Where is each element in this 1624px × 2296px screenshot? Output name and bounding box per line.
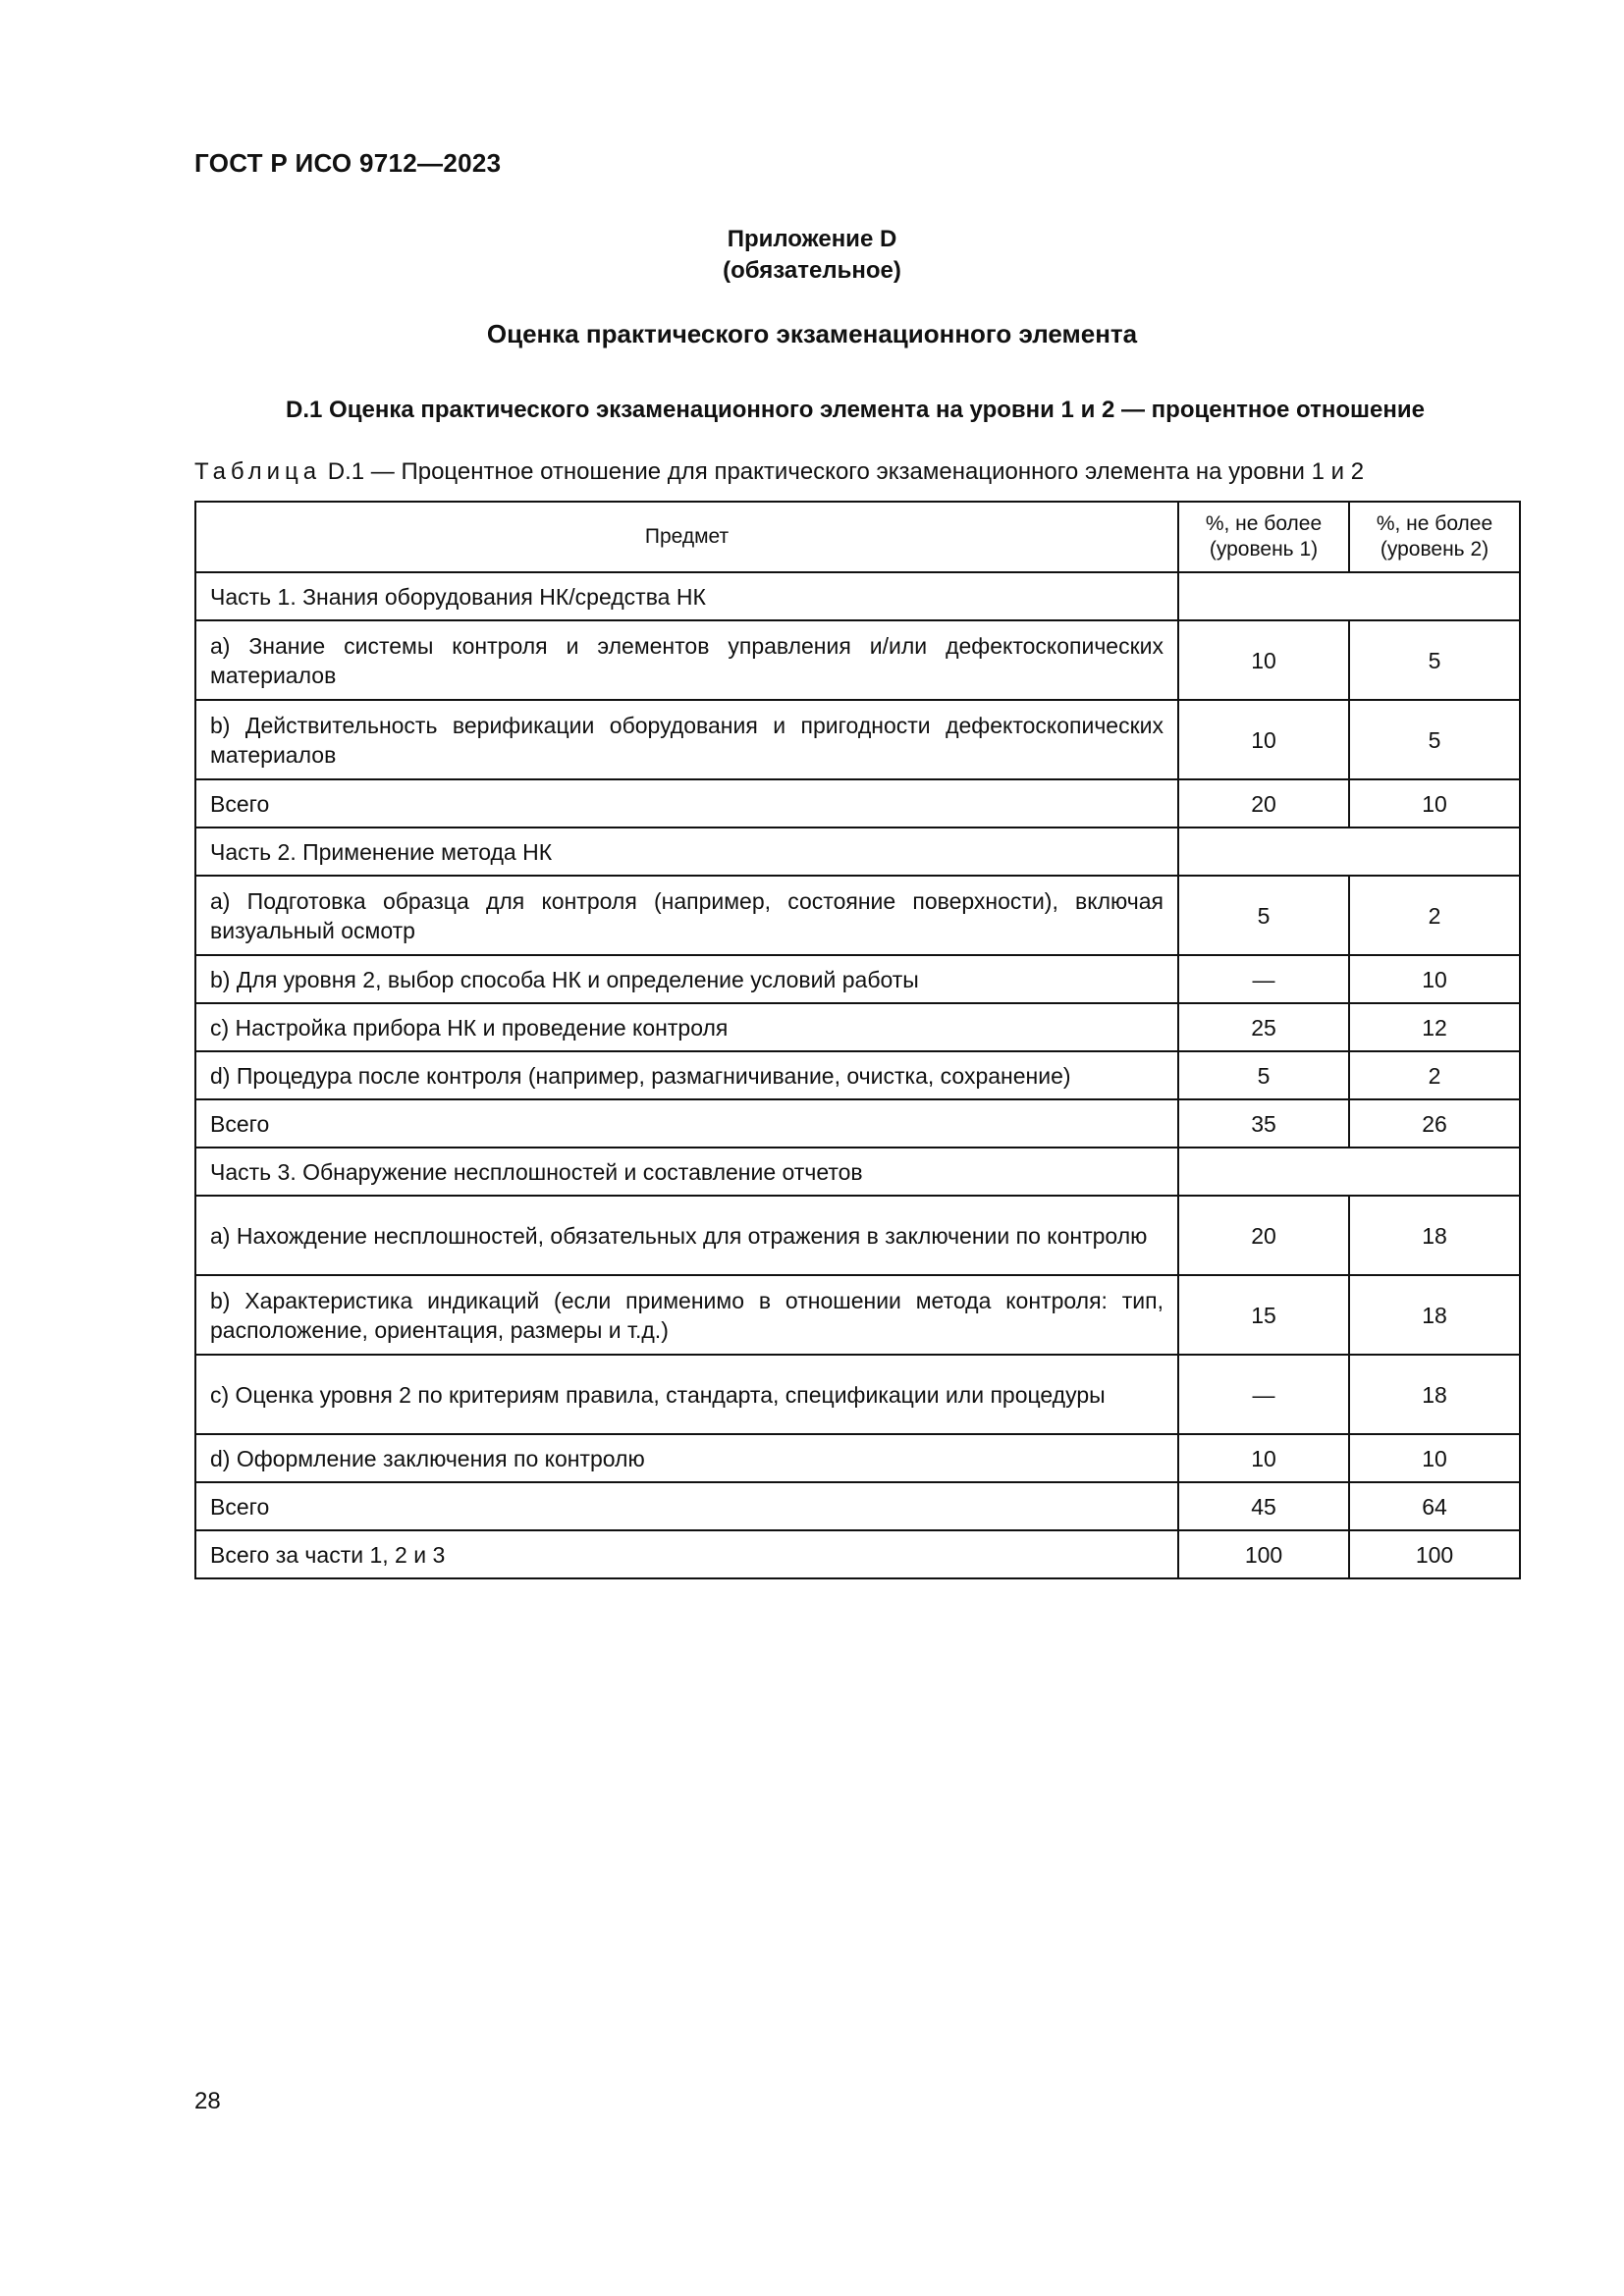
table-row-total	[195, 779, 1520, 828]
row-level2-value: 18	[1349, 1275, 1520, 1355]
table-row	[195, 955, 1520, 1003]
row-level2-value: 18	[1349, 1355, 1520, 1434]
row-subject: b) Характеристика индикаций (если применимо в отношении метода контроля: тип, расположение, ориентация, размеры и т.д.)	[195, 1275, 1178, 1355]
page-number: 28	[194, 2088, 221, 2114]
table-row	[195, 1051, 1520, 1099]
row-level2-value: 2	[1349, 876, 1520, 955]
document-code: ГОСТ Р ИСО 9712—2023	[194, 148, 502, 178]
table-row	[195, 1355, 1520, 1434]
row-subject: Часть 3. Обнаружение несплошностей и составление отчетов	[195, 1148, 1178, 1196]
row-subject: d) Оформление заключения по контролю	[195, 1434, 1178, 1482]
row-level1-value: 10	[1178, 1434, 1349, 1482]
row-level1-value: 10	[1178, 620, 1349, 700]
row-level1-value: 5	[1178, 876, 1349, 955]
table-row	[195, 876, 1520, 955]
row-subject: Часть 2. Применение метода НК	[195, 828, 1178, 876]
row-level2-value: 10	[1349, 779, 1520, 828]
table-caption-label: Таблица	[194, 458, 322, 485]
header-subject: Предмет	[195, 502, 1178, 572]
annex-title: Приложение D	[727, 226, 897, 252]
table-caption-text: D.1 — Процентное отношение для практического экзаменационного элемента на уровни 1 и 2	[327, 458, 1365, 485]
row-empty-values	[1178, 1148, 1520, 1196]
row-subject: Всего	[195, 1482, 1178, 1530]
percentage-table	[194, 501, 1521, 1579]
row-subject: а) Знание системы контроля и элементов управления и/или дефектоскопических материалов	[195, 620, 1178, 700]
row-level1-value: 15	[1178, 1275, 1349, 1355]
row-level2-value: 18	[1349, 1196, 1520, 1275]
row-level1-value: —	[1178, 1355, 1349, 1434]
subsection-title: D.1 Оценка практического экзаменационного элемента на уровни 1 и 2 — процентное отношение	[286, 397, 1425, 423]
row-subject: Часть 1. Знания оборудования НК/средства НК	[195, 572, 1178, 620]
table-header-row	[195, 502, 1520, 572]
table-row-total	[195, 1099, 1520, 1148]
table-row-total	[195, 1482, 1520, 1530]
row-level2-value: 10	[1349, 955, 1520, 1003]
row-subject: b) Действительность верификации оборудования и пригодности дефектоскопических материалов	[195, 700, 1178, 779]
row-level2-value: 26	[1349, 1099, 1520, 1148]
row-level1-value: 10	[1178, 700, 1349, 779]
row-subject: Всего за части 1, 2 и 3	[195, 1530, 1178, 1578]
row-subject: c) Оценка уровня 2 по критериям правила, стандарта, спецификации или процедуры	[195, 1355, 1178, 1434]
table-row-part	[195, 828, 1520, 876]
row-empty-values	[1178, 572, 1520, 620]
row-level2-value: 12	[1349, 1003, 1520, 1051]
row-subject: Всего	[195, 779, 1178, 828]
row-subject: d) Процедура после контроля (например, размагничивание, очистка, сохранение)	[195, 1051, 1178, 1099]
row-level2-value: 100	[1349, 1530, 1520, 1578]
row-subject: b) Для уровня 2, выбор способа НК и определение условий работы	[195, 955, 1178, 1003]
row-level1-value: 25	[1178, 1003, 1349, 1051]
annex-status: (обязательное)	[723, 257, 901, 284]
row-level1-value: 5	[1178, 1051, 1349, 1099]
table-row	[195, 700, 1520, 779]
header-level1: %, не более (уровень 1)	[1178, 502, 1349, 572]
row-level1-value: 100	[1178, 1530, 1349, 1578]
table-row	[195, 1003, 1520, 1051]
row-subject: Всего	[195, 1099, 1178, 1148]
row-level1-value: —	[1178, 955, 1349, 1003]
row-level1-value: 20	[1178, 1196, 1349, 1275]
row-level2-value: 2	[1349, 1051, 1520, 1099]
row-empty-values	[1178, 828, 1520, 876]
section-title: Оценка практического экзаменационного элемента	[486, 319, 1138, 348]
table-row-part	[195, 1148, 1520, 1196]
table-row	[195, 1196, 1520, 1275]
row-subject: c) Настройка прибора НК и проведение контроля	[195, 1003, 1178, 1051]
row-level1-value: 45	[1178, 1482, 1349, 1530]
row-level2-value: 5	[1349, 620, 1520, 700]
table-row	[195, 1275, 1520, 1355]
table-caption	[194, 458, 1364, 486]
row-level2-value: 64	[1349, 1482, 1520, 1530]
table-row	[195, 620, 1520, 700]
table-row-part	[195, 572, 1520, 620]
row-level1-value: 20	[1178, 779, 1349, 828]
row-level2-value: 5	[1349, 700, 1520, 779]
row-subject: а) Подготовка образца для контроля (например, состояние поверхности), включая визуальный осмотр	[195, 876, 1178, 955]
row-level2-value: 10	[1349, 1434, 1520, 1482]
header-level2: %, не более (уровень 2)	[1349, 502, 1520, 572]
row-subject: а) Нахождение несплошностей, обязательных для отражения в заключении по контролю	[195, 1196, 1178, 1275]
row-level1-value: 35	[1178, 1099, 1349, 1148]
table-row-grand-total	[195, 1530, 1520, 1578]
table-row	[195, 1434, 1520, 1482]
